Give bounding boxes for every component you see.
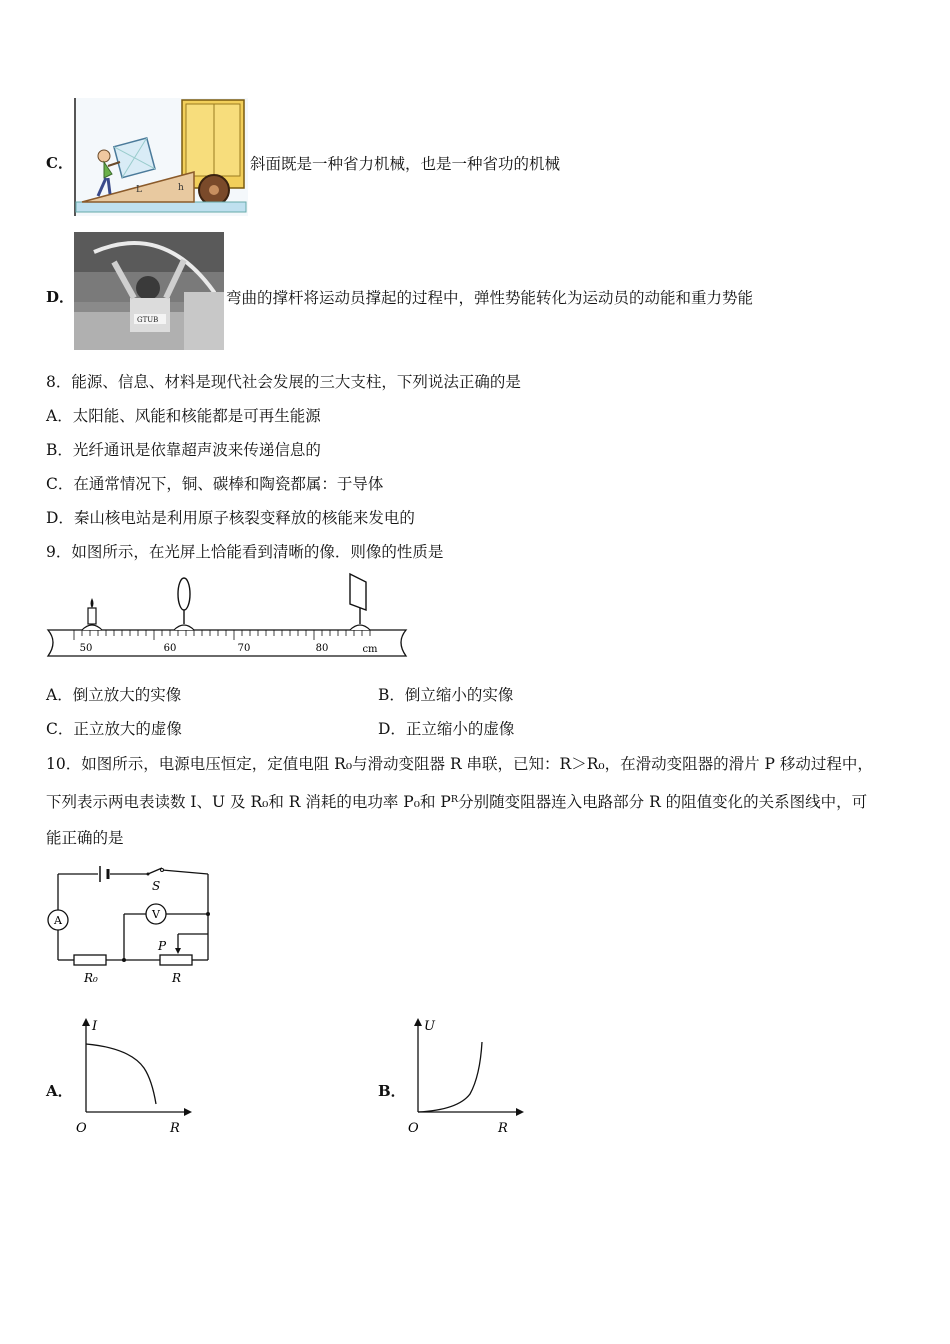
q10-stem-line3: 能正确的是 [46, 829, 124, 847]
ruler-unit: cm [362, 644, 378, 655]
r-label: R [172, 971, 182, 985]
graph-a-origin: O [76, 1121, 87, 1136]
light-screen-icon [350, 574, 370, 630]
option-d-text: 弯曲的撑杆将运动员撑起的过程中，弹性势能转化为运动员的动能和重力势能 [226, 289, 754, 307]
q9-option-c: C．正立放大的虚像 [46, 720, 182, 738]
ruler-tick-60: 60 [163, 643, 177, 654]
resistor-r0 [74, 955, 106, 965]
graph-a-x-label: R [170, 1121, 180, 1136]
graph-a-label: A． [46, 1082, 73, 1100]
ruler-tick-80: 80 [315, 643, 329, 654]
pole-vault-photo [74, 232, 224, 350]
q10-stem-line2: 下列表示两电表读数 I、U 及 R₀和 R 消耗的电功率 P₀和 Pᴿ分别随变阻器连入电路部分 R 的阻值变化的关系图线中，可 [46, 793, 868, 811]
ammeter-label: A [54, 914, 62, 927]
svg-text:h: h [178, 183, 184, 193]
ruler-tick-70: 70 [237, 643, 251, 654]
q9-option-d: D．正立缩小的虚像 [378, 720, 515, 738]
photo-bib-text: GTUB [137, 316, 159, 324]
graph-b-y-label: U [424, 1019, 435, 1034]
rheostat-r [160, 955, 192, 965]
q8-option-b: B．光纤通讯是依靠超声波来传递信息的 [46, 441, 321, 459]
q8-option-d: D．秦山核电站是利用原子核裂变释放的核能来发电的 [46, 509, 415, 527]
q9-stem: 9．如图所示，在光屏上恰能看到清晰的像．则像的性质是 [46, 543, 444, 561]
graph-b-origin: O [408, 1121, 419, 1136]
graph-a-y-label: I [92, 1019, 98, 1034]
ruler-tick-50: 50 [79, 643, 93, 654]
r0-label: R₀ [84, 971, 98, 985]
option-c-label: C． [46, 154, 73, 172]
q9-option-b: B．倒立缩小的实像 [378, 686, 514, 704]
q9-option-a: A．倒立放大的实像 [46, 686, 182, 704]
graph-a-curve [86, 1044, 156, 1104]
svg-text:L: L [136, 185, 142, 195]
q8-option-c: C．在通常情况下，铜、碳棒和陶瓷都属：于导体 [46, 475, 384, 493]
graph-b-x-label: R [498, 1121, 508, 1136]
graph-a [70, 1014, 200, 1138]
q8-option-a: A．太阳能、风能和核能都是可再生能源 [46, 407, 321, 425]
graph-b-label: B． [378, 1082, 406, 1100]
candle-icon [82, 598, 102, 630]
q10-stem-line1: 10．如图所示，电源电压恒定，定值电阻 R₀与滑动变阻器 R 串联，已知：R＞R₀，在滑动变阻器的滑片 P 移动过程中， [46, 755, 873, 773]
q8-stem: 8．能源、信息、材料是现代社会发展的三大支柱，下列说法正确的是 [46, 373, 521, 391]
graph-b-curve [418, 1042, 482, 1112]
option-d-label: D． [46, 288, 75, 306]
voltmeter-label: V [152, 908, 160, 921]
slider-label: P [158, 939, 167, 953]
switch-label: S [152, 879, 161, 893]
optical-bench-figure [44, 570, 414, 664]
graph-b [402, 1014, 532, 1138]
circuit-diagram [44, 858, 224, 990]
convex-lens-icon [174, 578, 194, 630]
option-c-text: 斜面既是一种省力机械，也是一种省功的机械 [250, 155, 561, 173]
inclined-plane-image [74, 98, 248, 216]
